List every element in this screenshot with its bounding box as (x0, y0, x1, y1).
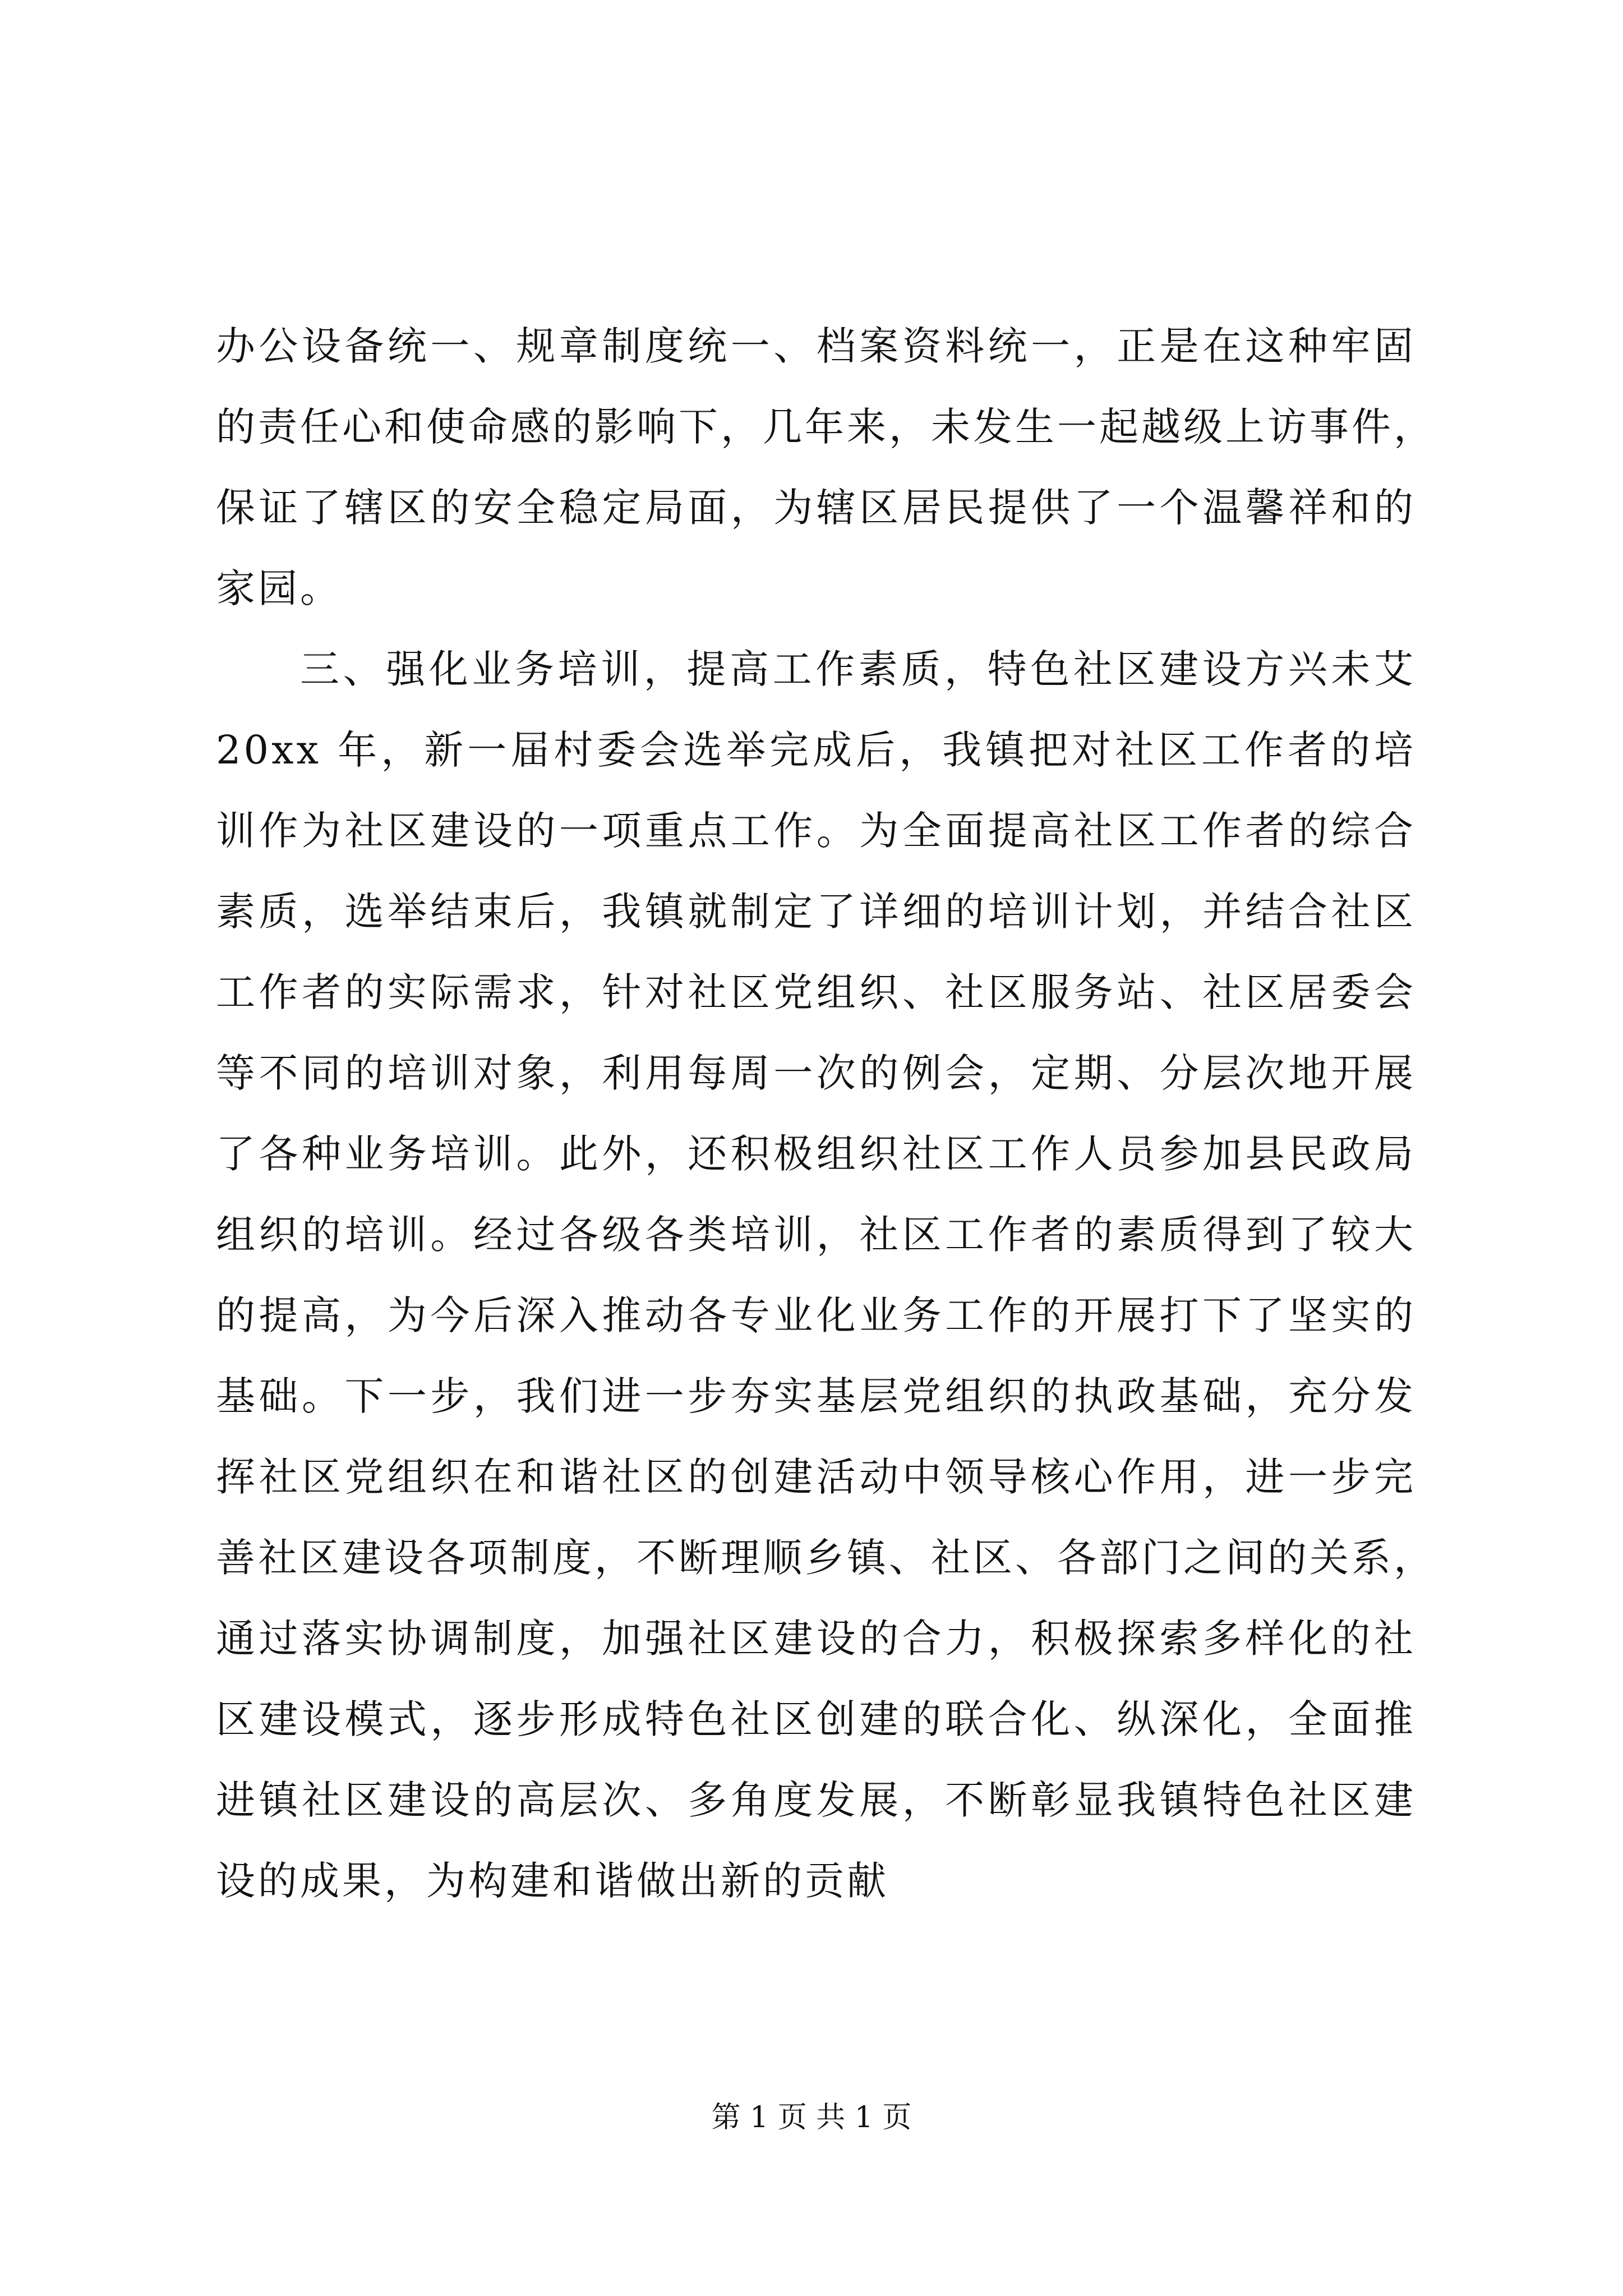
paragraph-line: 20xx 年，新一届村委会选举完成后，我镇把对社区工作者的培 (216, 727, 1416, 773)
paragraph-line: 工作者的实际需求，针对社区党组织、社区服务站、社区居委会 (216, 969, 1416, 1015)
paragraph-line: 设的成果，为构建和谐做出新的贡献 (216, 1858, 889, 1904)
paragraph-line: 区建设模式，逐步形成特色社区创建的联合化、纵深化，全面推 (216, 1696, 1416, 1742)
paragraph-line: 了各种业务培训。此外，还积极组织社区工作人员参加县民政局 (216, 1131, 1416, 1177)
page-number-footer: 第 1 页 共 1 页 (711, 2101, 912, 2134)
section-heading-line: 三、强化业务培训，提高工作素质，特色社区建设方兴未艾 (300, 646, 1416, 692)
paragraph-line: 的提高，为今后深入推动各专业化业务工作的开展打下了坚实的 (216, 1292, 1416, 1338)
paragraph-line: 组织的培训。经过各级各类培训，社区工作者的素质得到了较大 (216, 1212, 1416, 1258)
paragraph-line: 的责任心和使命感的影响下，几年来，未发生一起越级上访事件， (216, 404, 1436, 450)
paragraph-line: 基础。下一步，我们进一步夯实基层党组织的执政基础，充分发 (216, 1373, 1416, 1419)
paragraph-line: 保证了辖区的安全稳定局面，为辖区居民提供了一个温馨祥和的 (216, 485, 1416, 531)
paragraph-line: 家园。 (216, 565, 342, 611)
paragraph-line: 通过落实协调制度，加强社区建设的合力，积极探索多样化的社 (216, 1616, 1416, 1662)
paragraph-line: 办公设备统一、规章制度统一、档案资料统一，正是在这种牢固 (216, 323, 1416, 369)
paragraph-line: 素质，选举结束后，我镇就制定了详细的培训计划，并结合社区 (216, 889, 1416, 935)
paragraph-line: 挥社区党组织在和谐社区的创建活动中领导核心作用，进一步完 (216, 1454, 1416, 1500)
document-body (216, 306, 1436, 1921)
paragraph-line: 等不同的培训对象，利用每周一次的例会，定期、分层次地开展 (216, 1050, 1416, 1096)
paragraph-line: 训作为社区建设的一项重点工作。为全面提高社区工作者的综合 (216, 808, 1416, 854)
paragraph-line: 善社区建设各项制度，不断理顺乡镇、社区、各部门之间的关系， (216, 1535, 1436, 1581)
paragraph-line: 进镇社区建设的高层次、多角度发展，不断彰显我镇特色社区建 (216, 1777, 1416, 1823)
